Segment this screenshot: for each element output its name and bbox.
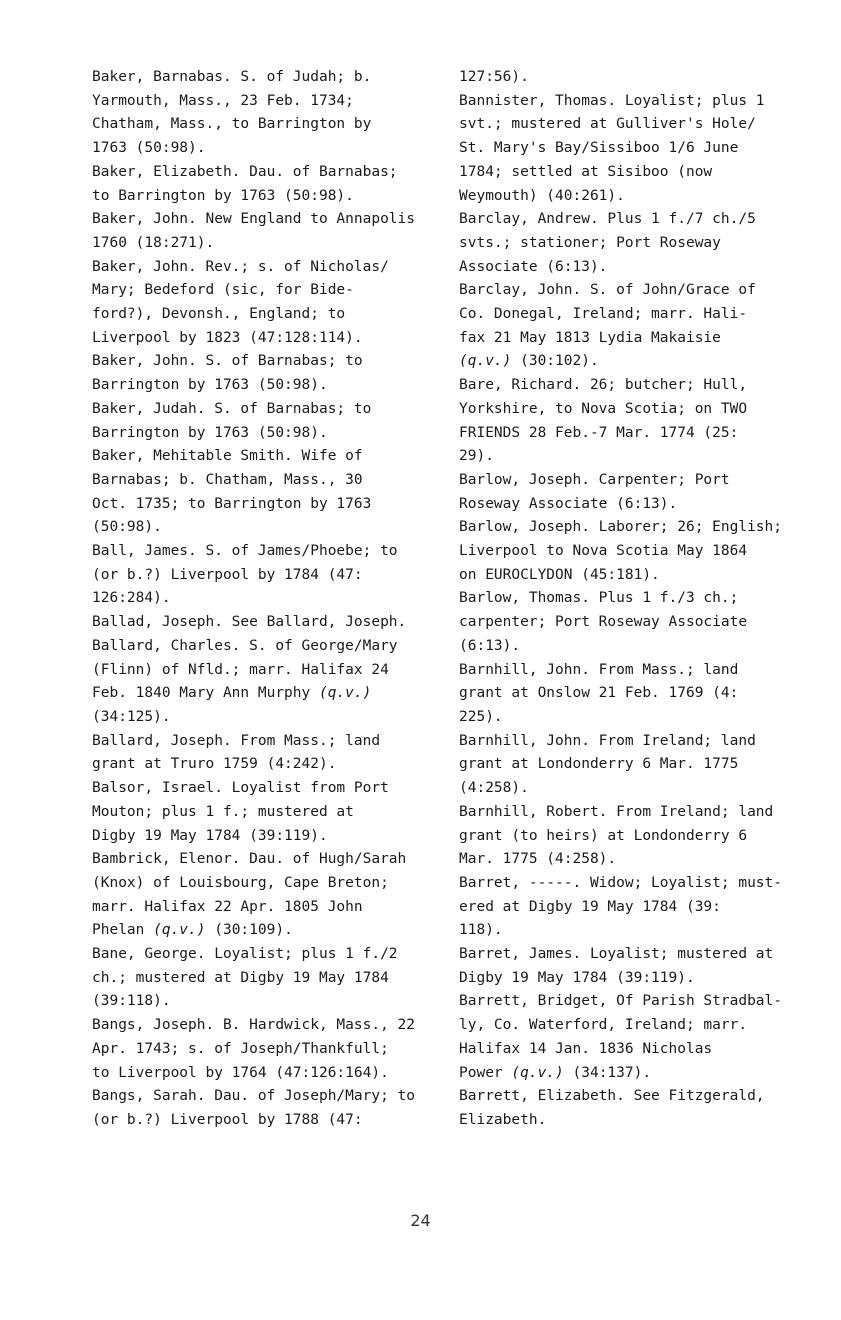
entry-line: Feb. 1840 Mary Ann Murphy (q.v.) — [92, 685, 372, 702]
index-entry — [92, 777, 447, 848]
entry-line: 118). — [459, 922, 503, 939]
entry-line: Bane, George. Loyalist; plus 1 f./2 — [92, 946, 398, 963]
qv-reference: (q.v.) — [153, 922, 206, 939]
index-entry — [92, 943, 447, 1014]
index-entry — [92, 66, 447, 161]
index-entry — [459, 279, 809, 374]
entry-line: Barlow, Joseph. Laborer; 26; English; — [459, 519, 783, 536]
entry-line: marr. Halifax 22 Apr. 1805 John — [92, 898, 363, 915]
entry-line: Barrett, Elizabeth. See Fitzgerald, — [459, 1088, 765, 1105]
entry-line: Mouton; plus 1 f.; mustered at — [92, 803, 354, 820]
entry-line: St. Mary's Bay/Sissiboo 1/6 June — [459, 140, 739, 157]
index-entry — [92, 730, 447, 777]
entry-line: ered at Digby 19 May 1784 (39: — [459, 898, 721, 915]
index-entry — [459, 1085, 809, 1132]
entry-line: Yarmouth, Mass., 23 Feb. 1734; — [92, 92, 354, 109]
entry-line: Baker, Elizabeth. Dau. of Barnabas; — [92, 163, 398, 180]
entry-line: Barret, -----. Widow; Loyalist; must- — [459, 874, 783, 891]
entry-line: (Knox) of Louisbourg, Cape Breton; — [92, 874, 389, 891]
entry-line: grant at Onslow 21 Feb. 1769 (4: — [459, 685, 739, 702]
index-entry — [459, 659, 809, 730]
entry-line: (50:98). — [92, 519, 162, 536]
entry-line: Baker, Judah. S. of Barnabas; to — [92, 400, 372, 417]
entry-line: Balsor, Israel. Loyalist from Port — [92, 780, 389, 797]
entry-line: fax 21 May 1813 Lydia Makaisie — [459, 329, 721, 346]
entry-line: Barlow, Joseph. Carpenter; Port — [459, 471, 730, 488]
index-entry — [92, 611, 447, 635]
index-entry — [459, 90, 809, 209]
entry-line: (34:125). — [92, 708, 171, 725]
entry-line: grant (to heirs) at Londonderry 6 — [459, 827, 748, 844]
index-entry — [459, 587, 809, 658]
entry-line: Mar. 1775 (4:258). — [459, 851, 617, 868]
entry-line: carpenter; Port Roseway Associate — [459, 614, 748, 631]
entry-line: svt.; mustered at Gulliver's Hole/ — [459, 116, 756, 133]
entry-line: Liverpool by 1823 (47:128:114). — [92, 329, 363, 346]
entry-line: Phelan (q.v.) (30:109). — [92, 922, 293, 939]
entry-line: Ballad, Joseph. See Ballard, Joseph. — [92, 614, 407, 631]
index-entry — [92, 350, 447, 397]
entry-line: Barnabas; b. Chatham, Mass., 30 — [92, 471, 363, 488]
entry-line: 1763 (50:98). — [92, 140, 206, 157]
entry-line: Baker, John. Rev.; s. of Nicholas/ — [92, 258, 389, 275]
entry-line: (6:13). — [459, 637, 521, 654]
entry-line: (4:258). — [459, 780, 529, 797]
page-number: 24 — [410, 1211, 431, 1230]
entry-line: Ballard, Charles. S. of George/Mary — [92, 637, 398, 654]
entry-line: Weymouth) (40:261). — [459, 187, 625, 204]
index-entry — [459, 516, 809, 587]
entry-line: Barrington by 1763 (50:98). — [92, 424, 328, 441]
entry-line: Yorkshire, to Nova Scotia; on TWO — [459, 400, 748, 417]
index-entry — [459, 943, 809, 990]
entry-line: Bare, Richard. 26; butcher; Hull, — [459, 377, 748, 394]
entry-line: Apr. 1743; s. of Joseph/Thankfull; — [92, 1040, 389, 1057]
entry-line: on EUROCLYDON (45:181). — [459, 566, 660, 583]
index-entry — [92, 1014, 447, 1085]
entry-line: 29). — [459, 448, 494, 465]
index-entry — [92, 848, 447, 943]
entry-line: Baker, Mehitable Smith. Wife of — [92, 448, 363, 465]
index-entry — [459, 208, 809, 279]
entry-line: 1760 (18:271). — [92, 234, 215, 251]
entry-line: Baker, Barnabas. S. of Judah; b. — [92, 69, 372, 85]
index-entry — [92, 540, 447, 611]
entry-line: FRIENDS 28 Feb.-7 Mar. 1774 (25: — [459, 424, 739, 441]
qv-reference: (q.v.) — [511, 1064, 564, 1081]
entry-line: Liverpool to Nova Scotia May 1864 — [459, 543, 748, 560]
entry-line: Ballard, Joseph. From Mass.; land — [92, 732, 381, 749]
entry-line: Baker, John. New England to Annapolis — [92, 211, 416, 228]
entry-line: Ball, James. S. of James/Phoebe; to — [92, 543, 398, 560]
entry-line: 1784; settled at Sisiboo (now — [459, 163, 713, 180]
qv-reference: (q.v.) — [318, 685, 372, 702]
entry-line: 126:284). — [92, 590, 171, 607]
entry-line: Digby 19 May 1784 (39:119). — [92, 827, 328, 844]
index-entry — [459, 872, 809, 943]
index-entry — [92, 635, 447, 730]
entry-line: 127:56). — [459, 69, 529, 85]
entry-line: grant at Londonderry 6 Mar. 1775 — [459, 756, 739, 773]
entry-line: Oct. 1735; to Barrington by 1763 — [92, 495, 372, 512]
index-entry — [459, 730, 809, 801]
entry-line: svts.; stationer; Port Roseway — [459, 234, 721, 251]
entry-line: ford?), Devonsh., England; to — [92, 306, 346, 323]
entry-line: Barnhill, Robert. From Ireland; land — [459, 803, 774, 820]
left-column — [92, 66, 447, 1133]
index-entry — [92, 208, 447, 255]
entry-line: 225). — [459, 708, 503, 725]
entry-line: Barrington by 1763 (50:98). — [92, 377, 328, 394]
entry-line: Barclay, John. S. of John/Grace of — [459, 282, 756, 299]
entry-line: (q.v.) (30:102). — [459, 353, 599, 370]
entry-line: Roseway Associate (6:13). — [459, 495, 678, 512]
index-entry — [459, 469, 809, 516]
entry-line: Bannister, Thomas. Loyalist; plus 1 — [459, 92, 765, 109]
entry-line: Halifax 14 Jan. 1836 Nicholas — [459, 1040, 713, 1057]
index-entry — [92, 1085, 447, 1132]
index-entry — [92, 398, 447, 445]
entry-line: Barnhill, John. From Mass.; land — [459, 661, 739, 678]
entry-line: Power (q.v.) (34:137). — [459, 1064, 652, 1081]
entry-line: (Flinn) of Nfld.; marr. Halifax 24 — [92, 661, 389, 678]
entry-line: (or b.?) Liverpool by 1784 (47: — [92, 566, 363, 583]
right-column — [459, 66, 809, 1133]
entry-line: (or b.?) Liverpool by 1788 (47: — [92, 1111, 363, 1128]
entry-line: Barlow, Thomas. Plus 1 f./3 ch.; — [459, 590, 739, 607]
entry-line: Mary; Bedeford (sic, for Bide- — [92, 282, 354, 299]
entry-line: Co. Donegal, Ireland; marr. Hali- — [459, 306, 748, 323]
index-entry — [92, 445, 447, 540]
entry-line: to Liverpool by 1764 (47:126:164). — [92, 1064, 389, 1081]
entry-line: grant at Truro 1759 (4:242). — [92, 756, 337, 773]
index-entry — [459, 801, 809, 872]
index-entry — [92, 161, 447, 208]
entry-line: Bangs, Joseph. B. Hardwick, Mass., 22 — [92, 1017, 416, 1034]
entry-line: Barret, James. Loyalist; mustered at — [459, 946, 774, 963]
index-entry — [459, 66, 809, 90]
entry-line: Bambrick, Elenor. Dau. of Hugh/Sarah — [92, 851, 407, 868]
entry-line: to Barrington by 1763 (50:98). — [92, 187, 354, 204]
index-entry — [459, 374, 809, 469]
entry-line: ly, Co. Waterford, Ireland; marr. — [459, 1017, 748, 1034]
entry-line: Chatham, Mass., to Barrington by — [92, 116, 372, 133]
qv-reference: (q.v.) — [459, 353, 512, 370]
entry-line: Barrett, Bridget, Of Parish Stradbal- — [459, 993, 783, 1010]
index-entry — [459, 990, 809, 1085]
entry-line: Baker, John. S. of Barnabas; to — [92, 353, 363, 370]
entry-line: Elizabeth. — [459, 1111, 547, 1128]
index-entry — [92, 256, 447, 351]
entry-line: (39:118). — [92, 993, 171, 1010]
entry-line: Barclay, Andrew. Plus 1 f./7 ch./5 — [459, 211, 756, 228]
entry-line: Barnhill, John. From Ireland; land — [459, 732, 756, 749]
entry-line: Associate (6:13). — [459, 258, 608, 275]
entry-line: Bangs, Sarah. Dau. of Joseph/Mary; to — [92, 1088, 416, 1105]
entry-line: Digby 19 May 1784 (39:119). — [459, 969, 695, 986]
entry-line: ch.; mustered at Digby 19 May 1784 — [92, 969, 389, 986]
